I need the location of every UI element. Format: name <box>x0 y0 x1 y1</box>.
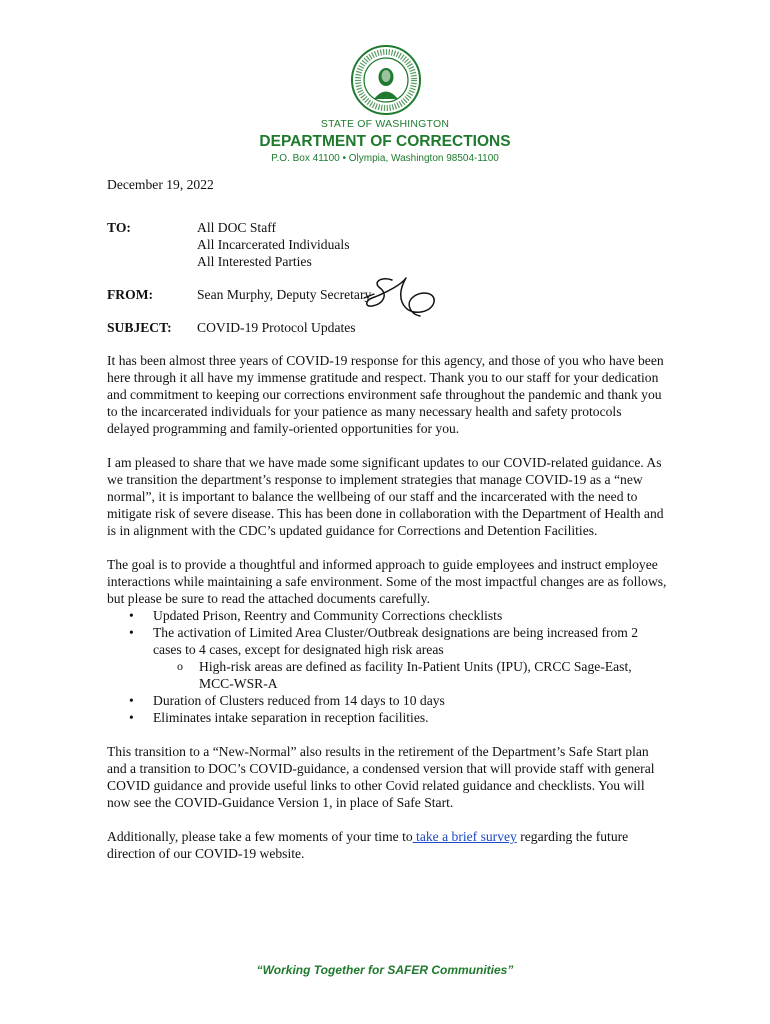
survey-link[interactable]: take a brief survey <box>412 829 517 844</box>
paragraph-gratitude: It has been almost three years of COVID-19 response for this agency, and those of you who have been here through it all have my immense gratitude and respect. Thank you to our staff for your dedication and commitment to keeping our corrections environment safe throughout the pandemic and thank you to the incarcerated individuals for your patience as many necessary health and safety protocols delayed programming and family-oriented opportunities for you. <box>107 353 664 436</box>
memo-from-row <box>107 286 667 303</box>
from-value: Sean Murphy, Deputy Secretary <box>197 287 372 302</box>
sub-list-item: o High-risk areas are defined as facility In-Patient Units (IPU), CRCC Sage-East, MCC-WSR-A <box>199 658 667 692</box>
washington-state-seal-icon <box>350 44 422 116</box>
list-item-text: The activation of Limited Area Cluster/Outbreak designations are being increased from 2 cases to 4 cases, except for designated high risk areas <box>153 625 639 657</box>
survey-text-before: Additionally, please take a few moments of your time to <box>107 829 413 844</box>
memo-date: December 19, 2022 <box>107 177 214 192</box>
subject-value: COVID-19 Protocol Updates <box>197 320 356 335</box>
list-item: • Eliminates intake separation in reception facilities. <box>127 709 667 726</box>
from-label: FROM: <box>107 287 154 302</box>
list-item <box>127 624 667 692</box>
state-name: STATE OF WASHINGTON <box>320 118 450 130</box>
department-address: P.O. Box 41100 • Olympia, Washington 98504-1100 <box>271 153 499 164</box>
memo-to-row <box>107 219 667 270</box>
department-name: DEPARTMENT OF CORRECTIONS <box>259 133 511 150</box>
memo-subject-row <box>107 319 667 336</box>
paragraph-survey <box>107 828 667 862</box>
changes-list <box>107 607 667 726</box>
list-item: • Duration of Clusters reduced from 14 days to 10 days <box>127 692 667 709</box>
survey-text-after: regarding the future direction of our COVID-19 website. <box>107 829 629 861</box>
paragraph-goal: The goal is to provide a thoughtful and informed approach to guide employees and instruct employee interactions while maintaining a safe environment. Some of the most impactful changes are as follows, but please be sure to read the attached documents carefully. <box>107 557 667 606</box>
handwritten-signature <box>362 274 440 320</box>
footer-motto: “Working Together for SAFER Communities” <box>256 963 514 977</box>
list-item: • Updated Prison, Reentry and Community Corrections checklists <box>127 607 667 624</box>
paragraph-transition: This transition to a “New-Normal” also results in the retirement of the Department’s Safe Start plan and a transition to DOC’s COVID-guidance, a condensed version that will provide staff with general COVID guidance and provide useful links to other Covid related guidance and checklists. You will now see the COVID-Guidance Version 1, in place of Safe Start. <box>107 744 655 810</box>
to-recipients <box>197 219 350 270</box>
recipient-line: All Incarcerated Individuals <box>197 237 350 252</box>
paragraph-updates: I am pleased to share that we have made some significant updates to our COVID-related guidance. As we transition the department’s response to implement strategies that manage COVID-19 as a “new normal”, it is important to balance the wellbeing of our staff and the incarcerated with the need to mitigate risk of severe disease. This has been done in collaboration with the Department of Health and is in alignment with the CDC’s updated guidance for Corrections and Detention Facilities. <box>107 455 664 538</box>
recipient-line: All Interested Parties <box>197 254 312 269</box>
recipient-line: All DOC Staff <box>197 220 277 235</box>
letterhead <box>0 118 770 165</box>
to-label: TO: <box>107 220 131 235</box>
memo-body <box>107 176 667 879</box>
subject-label: SUBJECT: <box>107 320 172 335</box>
sub-list <box>153 658 667 692</box>
